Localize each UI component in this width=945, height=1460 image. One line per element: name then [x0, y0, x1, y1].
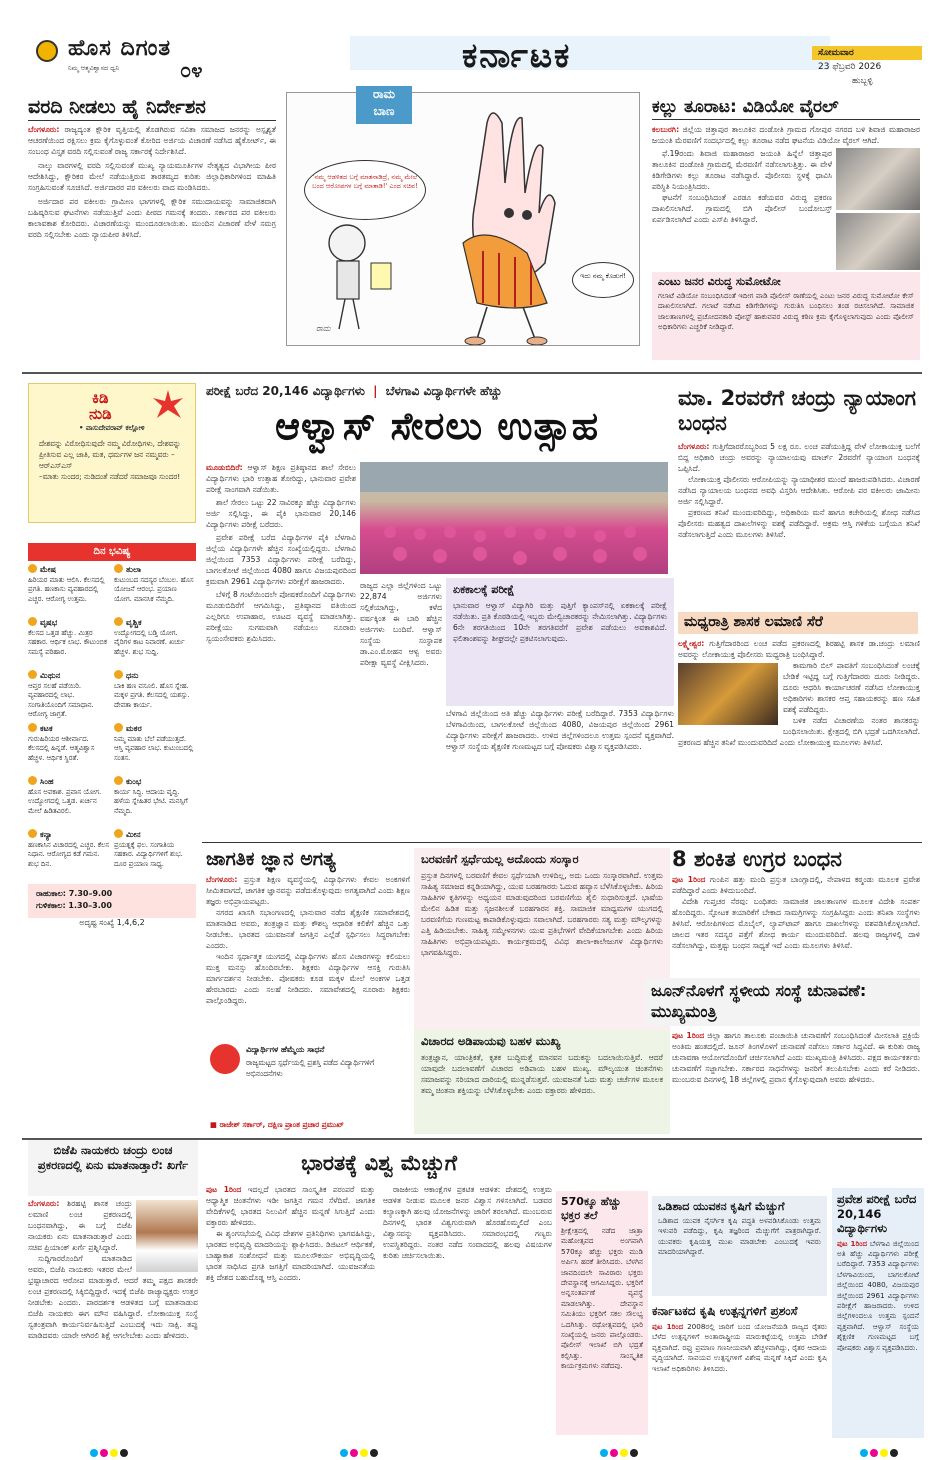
sign-text: ಬಾಕಿ ಹಣ ವಸೂಲಿ. ಹೊಸ ಸ್ನೇಹ. ಮಕ್ಕಳ ಪ್ರಗತಿ. ಕೆಲಸದಲ್ಲಿ ಯಶಸ್ಸು. ದೇವತಾ ಕಾರ್ಯ.: [114, 681, 190, 709]
body-paragraph: ಪುಟ 1ರಿಂದ ಜಿಲ್ಲಾ ಹಾಗೂ ತಾಲೂಕು ಪಂಚಾಯಿತಿ ಚುನಾವಣೆಗೆ ಸಂಬಂಧಿಸಿದಂತೆ ಮೀಸಲಾತಿ ಪ್ರಕ್ರಿಯೆ ಅಂತಿಮ ಹಂತದಲ್ಲಿದೆ. ಜೂನ್ ತಿಂಗಳೊಳಗೆ ಚುನಾವಣೆ ನಡೆಸಲು ಸರ್ಕಾರ ಸಿದ್ಧವಿದೆ. ಈ ಕುರಿತು ರಾಜ್ಯ ಚುನಾವಣಾ ಆಯೋಗದೊಂದಿಗೆ ಚರ್ಚಿಸಲಾಗಿದೆ ಎಂದು ಮುಖ್ಯಮಂತ್ರಿ ತಿಳಿಸಿದರು. ಪಕ್ಷದ ಕಾರ್ಯಕರ್ತರು ಚುನಾವಣೆಗೆ ಸಜ್ಜಾಗಬೇಕು. ಸರ್ಕಾರದ ಸಾಧನೆಗಳನ್ನು ಜನರಿಗೆ ತಲುಪಿಸಬೇಕು ಎಂದು ಕರೆ ನೀಡಿದರು. ಮುಂಬರುವ ದಿನಗಳಲ್ಲಿ 18 ಜಿಲ್ಲೆಗಳಲ್ಲಿ ಪ್ರವಾಸ ಕೈಗೊಳ್ಳುವುದಾಗಿ ಅವರು ಹೇಳಿದರು.: [672, 1031, 920, 1084]
body-paragraph: ಲೋಕಾಯುಕ್ತ ಪೊಲೀಸರು ಆರೋಪಿಯನ್ನು ನ್ಯಾಯಾಧೀಶರ ಮುಂದೆ ಹಾಜರುಪಡಿಸಿದರು. ವಿಚಾರಣೆ ನಡೆಸಿದ ನ್ಯಾಯಾಲಯ ಬಂಧನದ ಅವಧಿ ವಿಸ್ತರಿಸಿ ಆದೇಶಿಸಿತು. ಆರೋಪಿ ಪರ ವಕೀಲರು ಜಾಮೀನು ಅರ್ಜಿ ಸಲ್ಲಿಸಿದ್ದಾರೆ.: [678, 475, 920, 506]
exam-hall-image: [360, 462, 668, 574]
box-title: ಒಡಿಶಾದ ಯುವಕನ ಕೃಷಿಗೆ ಮೆಚ್ಚುಗೆ: [658, 1200, 785, 1213]
zodiac-icon: [114, 670, 123, 679]
kidi-text: ದೇಶವನ್ನು ವಿರೋಧಿಸುವುದೇ ನಮ್ಮ ವಿರೋಧಿಗಳು, ದೇಶವನ್ನು ಪ್ರೀತಿಸುವ ಎಲ್ಲ ಜಾತಿ, ಮತ, ಧರ್ಮಗಳ ಜನ ನಮ್ಮವರು – ಆರ್‌ಎಸ್‌ಎಸ್ –ಮಾತು ಸುಂದರ; ನುಡಿದಂತೆ ನಡೆದರೆ ಸಮಾಜವೂ ಸುಂದರ!: [39, 439, 181, 481]
headline: ಕರ್ನಾಟಕದ ಕೃಷಿ ಉತ್ಪನ್ನಗಳಿಗೆ ಪ್ರಶಂಸೆ: [652, 1304, 798, 1318]
body-paragraph: ರಾಜಕೀಯ ಆಕಾಂಕ್ಷೆಗಳ ಪ್ರಕಟಿತ ಆಡಳಿತ: ದೇಶದಲ್ಲಿ ಉತ್ತಮ ಆಡಳಿತ ನೀಡುವ ಮೂಲಕ ಜನರ ವಿಶ್ವಾಸ ಗಳಿಸಲಾಗಿದೆ. ಬಡವರ ಕಲ್ಯಾಣಕ್ಕಾಗಿ ಹಲವು ಯೋಜನೆಗಳನ್ನು ಜಾರಿಗೆ ತರಲಾಗಿದೆ. ಮುಂಬರುವ ದಿನಗಳಲ್ಲಿ ಭಾರತ ವಿಶ್ವಗುರುವಾಗಿ ಹೊರಹೊಮ್ಮಲಿದೆ ಎಂಬ ವಿಶ್ವಾಸವನ್ನು ವ್ಯಕ್ತಪಡಿಸಿದರು. ಸಮಾರಂಭದಲ್ಲಿ ಗಣ್ಯರು ಉಪಸ್ಥಿತರಿದ್ದರು. ನಂತರ ನಡೆದ ಸಂವಾದದಲ್ಲಿ ಹಲವು ವಿಷಯಗಳ ಕುರಿತು ಚರ್ಚಿಸಲಾಯಿತು.: [383, 1185, 552, 1260]
horoscope-sign: [28, 723, 110, 775]
dateline: ಕಲಬುರಗಿ:: [652, 125, 680, 134]
sign-name: ಕಟಕ: [40, 723, 53, 733]
ad-line: ವಿದ್ಯಾರ್ಥಿಗಳ ಹೆಮ್ಮೆಯ ಸಾಧನೆ: [246, 1045, 325, 1054]
article-chandru: [678, 386, 920, 608]
sign-name: ಕನ್ಯಾ: [40, 829, 53, 839]
sign-name: ಸಿಂಹ: [40, 776, 54, 786]
horoscope-sign: [28, 829, 110, 881]
dateline: ಬೆಂಗಳೂರು:: [206, 875, 238, 884]
politician-photo: [136, 1200, 198, 1272]
box-barava: [414, 848, 670, 1030]
body-paragraph: ಪುಟ 1ರಿಂದ ಇದಲ್ಲದೆ ಭಾರತದ ಸಾಂಸ್ಕೃತಿಕ ಪರಂಪರೆ ಮತ್ತು ಆಧ್ಯಾತ್ಮಿಕ ಚಿಂತನೆಗಳು ಇಡೀ ಜಗತ್ತಿನ ಗಮನ ಸೆಳೆದಿವೆ. ಜಾಗತಿಕ ವೇದಿಕೆಗಳಲ್ಲಿ ಭಾರತದ ನಿಲುವಿಗೆ ಹೆಚ್ಚಿನ ಮನ್ನಣೆ ಸಿಗುತ್ತಿದೆ ಎಂದು ವಕ್ತಾರರು ಹೇಳಿದರು.: [206, 1185, 375, 1227]
box-text: ಒಡಿಶಾದ ಯುವಕ ನೈಸರ್ಗಿಕ ಕೃಷಿ ಪದ್ಧತಿ ಅಳವಡಿಸಿಕೊಂಡು ಉತ್ತಮ ಇಳುವರಿ ಪಡೆದಿದ್ದು, ಕೃಷಿ ತಜ್ಞರಿಂದ ಮೆಚ್ಚುಗೆಗೆ ಪಾತ್ರರಾಗಿದ್ದಾರೆ. ಯುವಕರು ಕೃಷಿಯತ್ತ ಮುಖ ಮಾಡಬೇಕು ಎಂಬುದಕ್ಕೆ ಇವರು ಮಾದರಿಯಾಗಿದ್ದಾರೆ.: [658, 1216, 821, 1257]
box-ekakala: [446, 578, 674, 706]
alvas-kicker: ಪರೀಕ್ಷೆ ಬರೆದ 20,146 ವಿದ್ಯಾರ್ಥಿಗಳು | ಬೆಳಗಾವಿ ವಿದ್ಯಾರ್ಥಿಗಳೇ ಹೆಚ್ಚು: [206, 384, 503, 398]
logo-emblem-icon: [36, 40, 58, 62]
body-paragraph: ಬೆಂಗಳೂರು: ರಾಜ್ಯದ್ಯಂತ ಕ್ಷೌರಿಕ ವೃತ್ತಿಯಲ್ಲಿ ತೊಡಗಿರುವ ಸವಿತಾ ಸಮಾಜದ ಜನರನ್ನು ಅಸ್ಪೃಶ್ಯತೆ ಆಚರಣೆಯಿಂದ ರಕ್ಷಿಸಲು ಕ್ರಮ ಕೈಗೊಳ್ಳುವಂತೆ ಕೋರಿದ ಅರ್ಜಿಯ ವಿಚಾರಣೆ ನಡೆಸಿದ ಹೈಕೋರ್ಟ್, ಈ ಸಂಬಂಧ ವಿಸ್ತೃತ ವರದಿ ಸಲ್ಲಿಸುವಂತೆ ರಾಜ್ಯ ಸರ್ಕಾರಕ್ಕೆ ನಿರ್ದೇಶಿಸಿದೆ.: [28, 125, 276, 156]
lucky-numbers: ಅದೃಷ್ಟ ಸಂಖ್ಯೆ 1,4,6,2: [79, 918, 145, 927]
kidi-nudi-box: [28, 383, 196, 523]
article-krushi: [652, 1304, 827, 1438]
sign-name: ತುಲಾ: [126, 564, 142, 574]
dateline: ಬೆಂಗಳೂರು:: [678, 442, 710, 451]
box-text: ಶ್ರೀಕ್ಷೇತ್ರದಲ್ಲಿ ನಡೆದ ಜಾತ್ರಾ ಮಹೋತ್ಸವದ ಅಂಗವಾಗಿ 570ಕ್ಕೂ ಹೆಚ್ಚು ಭಕ್ತರು ಮುಡಿ ಅರ್ಪಿಸಿ ಹರಕೆ ತೀರಿಸಿದರು. ಬೆಳಗಿನ ಜಾವದಿಂದಲೇ ಸಾವಿರಾರು ಭಕ್ತರು ದೇವಸ್ಥಾನಕ್ಕೆ ಆಗಮಿಸಿದ್ದರು. ಭಕ್ತರಿಗೆ ಅನ್ನಸಂತರ್ಪಣೆ ವ್ಯವಸ್ಥೆ ಮಾಡಲಾಗಿತ್ತು. ದೇವಸ್ಥಾನ ಸಮಿತಿಯು ಭಕ್ತರಿಗೆ ಸಕಲ ಸೌಲಭ್ಯ ಒದಗಿಸಿತ್ತು. ರಥೋತ್ಸವದಲ್ಲಿ ಭಾರಿ ಸಂಖ್ಯೆಯಲ್ಲಿ ಜನರು ಪಾಲ್ಗೊಂಡರು. ಪೊಲೀಸ್ ಇಲಾಖೆ ಬಿಗಿ ಭದ್ರತೆ ಕಲ್ಪಿಸಿತ್ತು. ಸಾಂಸ್ಕೃತಿಕ ಕಾರ್ಯಕ್ರಮಗಳು ನಡೆದವು.: [561, 1226, 643, 1371]
kidi-nudi-title: ಕಿಡಿ ನುಡಿ: [89, 389, 112, 423]
speech-bubble: ಇದು ನಮ್ಮ ಕೊಡುಗೆ!: [572, 262, 634, 298]
body-paragraph: ಮೂಡುಬಿದಿರೆ: ಆಳ್ವಾಸ್ ಶಿಕ್ಷಣ ಪ್ರತಿಷ್ಠಾನದ ಶಾಲೆ ಸೇರಲು ವಿದ್ಯಾರ್ಥಿಗಳು ಭಾರಿ ಉತ್ಸಾಹ ತೋರಿದ್ದು, ಭಾನುವಾರ ಪ್ರವೇಶ ಪರೀಕ್ಷೆ ಸಾಂಗವಾಗಿ ನಡೆಯಿತು.: [206, 463, 356, 494]
body-paragraph: ಪುಟ 1ರಿಂದ ಗುಂಪಿನ ಹತ್ತು ಮಂದಿ ಪ್ರಸ್ತುತ ಬಾಂಗ್ಲಾದಲ್ಲಿ, ನೇಪಾಳದ ಕಠ್ಮಂಡು ಮೂಲಕ ಪ್ರವೇಶ ಪಡೆದಿದ್ದಾರೆ ಎಂದು ತಿಳಿದುಬಂದಿದೆ.: [672, 875, 920, 895]
article-kallu: [652, 96, 920, 270]
article-suomoto: [652, 272, 920, 360]
section-band: [350, 36, 830, 70]
body-paragraph: ಸುದ್ದಿಗಾರರೊಂದಿಗೆ ಮಾತನಾಡಿದ ಅವರು, ಬಿಜೆಪಿ ನಾಯಕರು ಇತರರ ಮೇಲೆ ಭ್ರಷ್ಟಾಚಾರದ ಆರೋಪ ಮಾಡುತ್ತಾರೆ. ಆದರೆ ತಮ್ಮ ಪಕ್ಷದ ಶಾಸಕರೇ ಲಂಚ ಪ್ರಕರಣದಲ್ಲಿ ಸಿಕ್ಕಿಬಿದ್ದಿದ್ದಾರೆ. ಇದಕ್ಕೆ ಬಿಜೆಪಿ ರಾಜ್ಯಾಧ್ಯಕ್ಷರು ಉತ್ತರ ನೀಡಬೇಕು ಎಂದರು. ಪಾರದರ್ಶಕ ಆಡಳಿತದ ಬಗ್ಗೆ ಮಾತನಾಡುವ ಬಿಜೆಪಿ ನಾಯಕರು ಈಗ ಮೌನ ವಹಿಸಿದ್ದಾರೆ. ಲೋಕಾಯುಕ್ತ ಸಂಸ್ಥೆ ಸ್ವತಂತ್ರವಾಗಿ ಕಾರ್ಯನಿರ್ವಹಿಸುತ್ತಿದೆ ಎಂಬುದಕ್ಕೆ ಇದು ಸಾಕ್ಷಿ. ತಪ್ಪು ಮಾಡಿದವರು ಯಾರೇ ಆಗಿರಲಿ ಶಿಕ್ಷೆ ಆಗಲೇಬೇಕು ಎಂದು ಹೇಳಿದರು.: [28, 1254, 198, 1340]
box-text: ತಂತ್ರಜ್ಞಾನ, ಯಾಂತ್ರಿಕತೆ, ಕೃತಕ ಬುದ್ಧಿಮತ್ತೆ ಮಾನವನ ಬದುಕನ್ನು ಬದಲಾಯಿಸುತ್ತಿವೆ. ಆದರೆ ಯಾವುದೇ ಬದಲಾವಣೆಗೆ ವಿಚಾರದ ಅಡಿಪಾಯ ಬಹಳ ಮುಖ್ಯ. ಮೌಲ್ಯಯುತ ಚಿಂತನೆಗಳು ಸಮಾಜವನ್ನು ಸರಿಯಾದ ದಾರಿಯಲ್ಲಿ ಮುನ್ನಡೆಸುತ್ತವೆ. ಯುವಜನತೆ ಓದು ಮತ್ತು ಚರ್ಚೆಗಳ ಮೂಲಕ ತಮ್ಮ ಚಿಂತನಾ ಶಕ್ತಿಯನ್ನು ಬೆಳೆಸಿಕೊಳ್ಳಬೇಕು ಎಂದು ವಕ್ತಾರರು ಹೇಳಿದರು.: [421, 1053, 663, 1095]
horoscope-sign: [28, 617, 110, 669]
spark-icon: [151, 390, 185, 420]
ad-credit: ■ ರಾಜೇಶ್ ಸರ್ಕಾರ್, ದಕ್ಷಿಣ ಪ್ರಾಂತ ಪ್ರಚಾರ ಪ್ರಮುಖ್: [210, 1120, 344, 1129]
ad-logo-icon: [210, 1044, 240, 1074]
body-paragraph: ಬೆಂಗಳೂರು: ಪ್ರಸ್ತುತ ಶಿಕ್ಷಣ ವ್ಯವಸ್ಥೆಯಲ್ಲಿ ವಿದ್ಯಾರ್ಥಿಗಳು ಕೇವಲ ಅಂಕಗಳಿಗೆ ಸೀಮಿತವಾಗದೆ, ಜಾಗತಿಕ ಜ್ಞಾನವನ್ನು ಪಡೆದುಕೊಳ್ಳುವುದು ಅಗತ್ಯವಾಗಿದೆ ಎಂದು ಶಿಕ್ಷಣ ತಜ್ಞರು ಅಭಿಪ್ರಾಯಪಟ್ಟರು.: [206, 875, 410, 906]
sign-text: ಹೊಸ ಅವಕಾಶ. ಪ್ರವಾಸ ಯೋಗ. ಉದ್ಯೋಗದಲ್ಲಿ ಒತ್ತಡ. ಖರ್ಚಿನ ಮೇಲೆ ಹಿಡಿತವಿರಲಿ.: [28, 787, 102, 815]
ad-line: ರಾಜ್ಯಮಟ್ಟದ ಸ್ಪರ್ಧೆಯಲ್ಲಿ ಪ್ರಶಸ್ತಿ ಪಡೆದ ವಿದ್ಯಾರ್ಥಿಗಳಿಗೆ ಅಭಿನಂದನೆಗಳು: [246, 1058, 375, 1078]
paper-name: ಹೊಸ ದಿಗಂತ: [68, 36, 172, 61]
headline: ವರದಿ ನೀಡಲು ಹೈ ನಿರ್ದೇಶನ: [28, 96, 206, 118]
article-alvas-cont2: [446, 708, 674, 836]
horoscope-sign: [114, 670, 196, 722]
headline: ಮಾ. 2ರವರೆಗೆ ಚಂದ್ರು ನ್ಯಾಯಾಂಗ ಬಂಧನ: [678, 386, 917, 435]
dateline: ಪುಟ 1ರಿಂದ: [652, 1322, 684, 1331]
box-title: 570ಕ್ಕೂ ಹೆಚ್ಚು ಭಕ್ತರ ತಲೆ: [561, 1195, 621, 1222]
article-june-head: [645, 978, 920, 1026]
box-shraddha: [556, 1191, 648, 1435]
body-paragraph: ಬೆಳಿಗ್ಗೆ 8 ಗಂಟೆಯಿಂದಲೇ ಪೋಷಕರೊಂದಿಗೆ ವಿದ್ಯಾರ್ಥಿಗಳು ಮೂಡುಬಿದಿರೆಗೆ ಆಗಮಿಸಿದ್ದು, ಪ್ರತಿಷ್ಠಾನದ ವತಿಯಿಂದ ಎಲ್ಲರಿಗೂ ಉಪಾಹಾರ, ಊಟದ ವ್ಯವಸ್ಥೆ ಮಾಡಲಾಗಿತ್ತು. ಪರೀಕ್ಷೆಯು ಸುಗಮವಾಗಿ ನಡೆಯಲು ನೂರಾರು ಸ್ವಯಂಸೇವಕರು ಶ್ರಮಿಸಿದರು.: [206, 590, 356, 643]
headline: 8 ಶಂಕಿತ ಉಗ್ರರ ಬಂಧನ: [672, 848, 842, 871]
zodiac-icon: [28, 670, 37, 679]
sign-name: ಮಕರ: [126, 723, 142, 733]
sign-name: ಕುಂಭ: [126, 776, 142, 786]
dateline: ಪುಟ 1ರಿಂದ: [206, 1185, 242, 1194]
day-label: ಸೋಮವಾರ: [812, 46, 922, 60]
box-pravesha: [832, 1188, 924, 1438]
sign-name: ಮಿಥುನ: [40, 670, 61, 680]
box-text: ಭಾನುವಾರ ಆಳ್ವಾಸ್ ವಿದ್ಯಾಗಿರಿ ಮತ್ತು ಪುತ್ತಿಗೆ ಕ್ಯಾಂಪಸ್‌ನಲ್ಲಿ ಏಕಕಾಲಕ್ಕೆ ಪರೀಕ್ಷೆ ನಡೆಯಿತು. ಪ್ರತಿ ಕೊಠಡಿಯಲ್ಲಿ ಇಬ್ಬರು ಮೇಲ್ವಿಚಾರಕರನ್ನು ನೇಮಿಸಲಾಗಿತ್ತು. ವಿದ್ಯಾರ್ಥಿಗಳು 6ನೇ ತರಗತಿಯಿಂದ 10ನೇ ತರಗತಿವರೆಗೆ ಪ್ರವೇಶ ಪಡೆಯಲು ಅವಕಾಶವಿದೆ. ಫಲಿತಾಂಶವನ್ನು ಶೀಘ್ರದಲ್ಲೇ ಪ್ರಕಟಿಸಲಾಗುವುದು.: [453, 601, 667, 643]
box-vichara: [414, 1030, 670, 1134]
zodiac-icon: [114, 829, 123, 838]
issue-date: 23 ಫೆಬ್ರವರಿ 2026: [818, 62, 882, 72]
rahu-kala: ರಾಹುಕಾಲ: 7.30–9.00 ಗುಳಿಕಕಾಲ: 1.30–3.00: [28, 884, 196, 918]
body-paragraph: ಪ್ರಕರಣದ ತನಿಖೆ ಮುಂದುವರಿದಿದ್ದು, ಅಧಿಕಾರಿಯ ಮನೆ ಹಾಗೂ ಕಚೇರಿಯಲ್ಲಿ ಶೋಧ ನಡೆಸಿದ ಪೊಲೀಸರು ಮಹತ್ವದ ದಾಖಲೆಗಳನ್ನು ವಶಕ್ಕೆ ಪಡೆದಿದ್ದಾರೆ. ಅಕ್ರಮ ಆಸ್ತಿ ಗಳಿಕೆಯ ಬಗ್ಗೆಯೂ ತನಿಖೆ ನಡೆಸಲಾಗುತ್ತಿದೆ ಎಂದು ಮೂಲಗಳು ತಿಳಿಸಿವೆ.: [678, 508, 920, 539]
body-paragraph: ರಾಜ್ಯದ ಎಲ್ಲಾ ಜಿಲ್ಲೆಗಳಿಂದ ಒಟ್ಟು 22,874 ಅರ್ಜಿಗಳು ಸಲ್ಲಿಕೆಯಾಗಿದ್ದು, ಕಳೆದ ವರ್ಷಕ್ಕಿಂತ ಈ ಬಾರಿ ಹೆಚ್ಚಿನ ಅರ್ಜಿಗಳು ಬಂದಿವೆ. ಆಳ್ವಾಸ್ ಸಂಸ್ಥೆಯ ಸಂಸ್ಥಾಪಕ ಡಾ.ಎಂ.ಮೋಹನ ಆಳ್ವ ಅವರು ಪರೀಕ್ಷಾ ವ್ಯವಸ್ಥೆ ವೀಕ್ಷಿಸಿದರು.: [360, 581, 442, 667]
sign-name: ವೃಶ್ಚಿಕ: [126, 617, 142, 627]
article-bjp-head: [28, 1140, 198, 1196]
horoscope-sign: [28, 670, 110, 722]
article-bharata: [206, 1152, 552, 1438]
body-paragraph: ಘಟನೆಗೆ ಸಂಬಂಧಿಸಿದಂತೆ ಎರಡೂ ಕಡೆಯವರ ವಿರುದ್ಧ ಪ್ರಕರಣ ದಾಖಲಿಸಲಾಗಿದೆ. ಗ್ರಾಮದಲ್ಲಿ ಬಿಗಿ ಪೊಲೀಸ್ ಬಂದೋಬಸ್ತ್ ಏರ್ಪಡಿಸಲಾಗಿದೆ ಎಂದು ಎಸ್‌ಪಿ ತಿಳಿಸಿದ್ದಾರೆ.: [652, 193, 832, 224]
article-june: [672, 1030, 920, 1134]
body-paragraph: ಕಾಮಗಾರಿ ಬಿಲ್ ಪಾವತಿಗೆ ಸಂಬಂಧಿಸಿದಂತೆ ಲಂಚಕ್ಕೆ ಬೇಡಿಕೆ ಇಟ್ಟಿದ್ದ ಬಗ್ಗೆ ಗುತ್ತಿಗೆದಾರರು ದೂರು ನೀಡಿದ್ದರು. ದೂರು ಆಧರಿಸಿ ಕಾರ್ಯಾಚರಣೆ ನಡೆಸಿದ ಲೋಕಾಯುಕ್ತ ಅಧಿಕಾರಿಗಳು ಶಾಸಕರ ಆಪ್ತ ಸಹಾಯಕರನ್ನು ಹಣ ಸಹಿತ ವಶಕ್ಕೆ ಪಡೆದಿದ್ದರು.: [783, 661, 920, 714]
box-text: ಪುಟ 1ರಿಂದ ಬೆಳಗಾವಿ ಜಿಲ್ಲೆಯಿಂದ ಅತಿ ಹೆಚ್ಚು ವಿದ್ಯಾರ್ಥಿಗಳು ಪರೀಕ್ಷೆ ಬರೆದಿದ್ದಾರೆ. 7353 ವಿದ್ಯಾರ್ಥಿಗಳು ಬೆಳಗಾವಿಯಿಂದ, ಬಾಗಲಕೋಟೆ ಜಿಲ್ಲೆಯಿಂದ 4080, ವಿಜಯಪುರ ಜಿಲ್ಲೆಯಿಂದ 2961 ವಿದ್ಯಾರ್ಥಿಗಳು ಪರೀಕ್ಷೆಗೆ ಹಾಜರಾದರು. ಉಳಿದ ಜಿಲ್ಲೆಗಳಿಂದಲೂ ಉತ್ತಮ ಸ್ಪಂದನೆ ವ್ಯಕ್ತವಾಗಿದೆ. ಆಳ್ವಾಸ್ ಸಂಸ್ಥೆಯ ಶೈಕ್ಷಣಿಕ ಗುಣಮಟ್ಟದ ಬಗ್ಗೆ ಪೋಷಕರು ವಿಶ್ವಾಸ ವ್ಯಕ್ತಪಡಿಸಿದರು.: [837, 1238, 919, 1352]
box-text: ಪ್ರಸ್ತುತ ದಿನಗಳಲ್ಲಿ ಬರವಣಿಗೆ ಕೇವಲ ಸ್ಪರ್ಧೆಯಾಗಿ ಉಳಿದಿಲ್ಲ, ಅದು ಒಂದು ಸಂಸ್ಕಾರವಾಗಿದೆ. ಉತ್ತಮ ಸಾಹಿತ್ಯ ಸಮಾಜದ ಕನ್ನಡಿಯಾಗಿದ್ದು, ಯುವ ಬರಹಗಾರರು ಓದುವ ಹವ್ಯಾಸ ಬೆಳೆಸಿಕೊಳ್ಳಬೇಕು. ಹಿರಿಯ ಸಾಹಿತಿಗಳ ಕೃತಿಗಳನ್ನು ಅಧ್ಯಯನ ಮಾಡುವುದರಿಂದ ಬರವಣಿಗೆಯ ಶೈಲಿ ಸುಧಾರಿಸುತ್ತದೆ. ಭಾಷೆಯ ಮೇಲಿನ ಹಿಡಿತ ಮತ್ತು ಸೃಜನಶೀಲತೆ ಬರಹಗಾರನ ಶಕ್ತಿ. ಸಾಮಾಜಿಕ ಮಾಧ್ಯಮಗಳ ಯುಗದಲ್ಲಿ ಬರವಣಿಗೆಯ ಗುಣಮಟ್ಟ ಕಾಪಾಡಿಕೊಳ್ಳುವುದು ಸವಾಲಾಗಿದೆ. ಬರಹಗಾರರು ಸತ್ಯ ಮತ್ತು ಮೌಲ್ಯಗಳನ್ನು ಎತ್ತಿ ಹಿಡಿಯಬೇಕು. ಸಾಹಿತ್ಯ ಸಮ್ಮೇಳನಗಳು ಯುವ ಪ್ರತಿಭೆಗಳಿಗೆ ವೇದಿಕೆಯಾಗಬೇಕು ಎಂದು ಹಿರಿಯ ಸಾಹಿತಿಗಳು ಅಭಿಪ್ರಾಯಪಟ್ಟರು. ಕಾರ್ಯಕ್ರಮದಲ್ಲಿ ವಿವಿಧ ಶಾಲಾ-ಕಾಲೇಜುಗಳ ವಿದ್ಯಾರ್ಥಿಗಳು ಭಾಗವಹಿಸಿದ್ದರು.: [421, 871, 663, 957]
masthead: [0, 0, 945, 88]
print-registration-marks: [90, 1442, 130, 1450]
alvas-headline: ಆಳ್ವಾಸ್ ಸೇರಲು ಉತ್ಸಾಹ: [274, 404, 600, 448]
box-title: ವಿಚಾರದ ಅಡಿಪಾಯವು ಬಹಳ ಮುಖ್ಯ: [421, 1034, 561, 1048]
edition-place: ಹುಬ್ಬಳ್ಳಿ: [852, 76, 873, 86]
horoscope-sign: [114, 564, 196, 616]
dateline: ಪುಟ 1ರಿಂದ: [672, 1031, 705, 1040]
speech-bubble: 'ನಮ್ಮ ಆಡಳಿತದ ಬಗ್ಗೆ ಮಾತನಾಡಿದ್ರೆ, ನಮ್ಮ ಮೇಲೆ ಬಂದ ಆರೋಪಗಳ ಬಗ್ಗೆ ಮಾತಾಡಿ!' ಎಂದ ಸಚಿವ!: [304, 160, 426, 220]
page-number: ೦೪: [180, 58, 203, 82]
box-odisha: [652, 1196, 827, 1296]
headline: ಕಲ್ಲು ತೂರಾಟ: ವಿಡಿಯೋ ವೈರಲ್: [652, 97, 839, 117]
sign-text: ಆಪ್ತರ ಸಲಹೆ ಪಡೆಯಿರಿ. ವ್ಯವಹಾರದಲ್ಲಿ ಲಾಭ. ಸಂಗಾತಿಯೊಂದಿಗೆ ಸಮಾಧಾನ. ಆರೋಗ್ಯ ಜಾಗ್ರತೆ.: [28, 681, 94, 719]
article-alvas: [206, 462, 356, 838]
zodiac-icon: [28, 723, 37, 732]
body-paragraph: ಬೆಂಗಳೂರು: ಗುತ್ತಿಗೆದಾರರೊಬ್ಬರಿಂದ 5 ಲಕ್ಷ ರೂ. ಲಂಚ ಪಡೆಯುತ್ತಿದ್ದ ವೇಳೆ ಲೋಕಾಯುಕ್ತ ಬಲೆಗೆ ಬಿದ್ದ ಅಧಿಕಾರಿ ಚಂದ್ರು ಅವರನ್ನು ನ್ಯಾಯಾಲಯವು ಮಾರ್ಚ್ 2ರವರೆಗೆ ನ್ಯಾಯಾಂಗ ಬಂಧನಕ್ಕೆ ಒಪ್ಪಿಸಿದೆ.: [678, 442, 920, 473]
cartoon-label: ರಾಮ ಬಾಣ: [356, 86, 412, 124]
article-alvas-cont: [360, 580, 442, 836]
horoscope-sign: [114, 829, 196, 881]
horoscope-sign: [28, 776, 110, 828]
print-registration-marks: [340, 1442, 380, 1450]
sign-text: ಹಿರಿಯರ ಮಾತು ಆಲಿಸಿ. ಕೆಲಸದಲ್ಲಿ ಪ್ರಗತಿ. ಹಣಕಾಸು ವ್ಯವಹಾರದಲ್ಲಿ ಎಚ್ಚರ. ಆರೋಗ್ಯ ಉತ್ತಮ.: [28, 575, 105, 603]
body-paragraph: ಗಲಾಟೆ ವಿಡಿಯೋ ಸಂಬಂಧಿಸಿದಂತೆ ಇದೀಗ ವಾಡಿ ಪೊಲೀಸ್ ಠಾಣೆಯಲ್ಲಿ ಎಂಟು ಜನರ ವಿರುದ್ಧ ಸುಮೋಟೋ ಕೇಸ್ ದಾಖಲಿಸಲಾಗಿದೆ. ಗಲಾಟೆ ನಡೆಸಿದ ಕಿಡಿಗೇಡಿಗಳನ್ನು ಗುರುತಿಸಿ ಬಂಧಿಸಲು ತಂಡ ರಚಿಸಲಾಗಿದೆ. ಸಾಮಾಜಿಕ ಜಾಲತಾಣಗಳಲ್ಲಿ ಪ್ರಚೋದನಕಾರಿ ಪೋಸ್ಟ್ ಹಾಕುವವರ ವಿರುದ್ಧ ಕಠಿಣ ಕ್ರಮ ಕೈಗೊಳ್ಳಲಾಗುವುದು ಎಂದು ಪೊಲೀಸ್ ಅಧಿಕಾರಿಗಳು ಎಚ್ಚರಿಕೆ ನೀಡಿದ್ದಾರೆ.: [658, 291, 914, 332]
cartoonist-signature: ರಾಮ: [316, 324, 331, 333]
zodiac-icon: [28, 776, 37, 785]
news-photo: [836, 148, 920, 210]
body-paragraph: ಇಂದಿನ ಸ್ಪರ್ಧಾತ್ಮಕ ಯುಗದಲ್ಲಿ ವಿದ್ಯಾರ್ಥಿಗಳು ಹೊಸ ವಿಚಾರಗಳನ್ನು ಕಲಿಯಲು ಮುಕ್ತ ಮನಸ್ಸು ಹೊಂದಿರಬೇಕು. ಶಿಕ್ಷಕರು ವಿದ್ಯಾರ್ಥಿಗಳ ಆಸಕ್ತಿ ಗುರುತಿಸಿ ಮಾರ್ಗದರ್ಶನ ನೀಡಬೇಕು. ಪೋಷಕರು ಕೂಡ ಮಕ್ಕಳ ಮೇಲೆ ಅಂಕಗಳ ಒತ್ತಡ ಹೇರಬಾರದು ಎಂದು ಸಲಹೆ ನೀಡಿದರು. ಸಮಾವೇಶದಲ್ಲಿ ನೂರಾರು ಶಿಕ್ಷಕರು ಪಾಲ್ಗೊಂಡಿದ್ದರು.: [206, 952, 410, 1005]
horoscope-heading: ದಿನ ಭವಿಷ್ಯ: [28, 543, 196, 561]
box-title: ಬರವಣಿಗೆ ಸ್ಪರ್ಧೆಯಲ್ಲ ಅದೊಂದು ಸಂಸ್ಕಾರ: [421, 852, 579, 866]
sign-text: ಉದ್ಯೋಗದಲ್ಲಿ ಬಡ್ತಿ ಯೋಗ. ವೈರಿಗಳ ಕಾಟ ನಿವಾರಣೆ. ಖರ್ಚು ಹೆಚ್ಚಳ. ಶುಭ ಸುದ್ದಿ.: [114, 628, 185, 656]
dateline: ಪುಟ 1ರಿಂದ: [837, 1238, 868, 1248]
headline: ಜೂನ್‌ನೊಳಗೆ ಸ್ಥಳೀಯ ಸಂಸ್ಥೆ ಚುನಾವಣೆ: ಮುಖ್ಯಮಂತ್ರಿ: [651, 981, 867, 1021]
dateline: ಲಕ್ಷ್ಮೇಶ್ವರ:: [678, 639, 705, 648]
dateline: ಪುಟ 1ರಿಂದ: [672, 875, 706, 884]
body-paragraph: ಶಾಲೆ ಸೇರಲು ಒಟ್ಟು 22 ಸಾವಿರಕ್ಕೂ ಹೆಚ್ಚು ವಿದ್ಯಾರ್ಥಿಗಳು ಅರ್ಜಿ ಸಲ್ಲಿಸಿದ್ದು, ಈ ಪೈಕಿ ಭಾನುವಾರ 20,146 ವಿದ್ಯಾರ್ಥಿಗಳು ಪರೀಕ್ಷೆ ಬರೆದರು.: [206, 498, 356, 529]
body-paragraph: ಫೆ.19ರಂದು ಶಿವಾಜಿ ಮಹಾರಾಜರ ಜಯಂತಿ ಹಿನ್ನೆಲೆ ಚಿತ್ತಾಪುರ ತಾಲೂಕಿನ ದಂಡೋತಿ ಗ್ರಾಮದಲ್ಲಿ ಮೆರವಣಿಗೆ ನಡೆಸಲಾಗುತ್ತಿತ್ತು. ಈ ವೇಳೆ ಕಿಡಿಗೇಡಿಗಳು ಕಲ್ಲು ತೂರಾಟ ನಡೆಸಿದ್ದಾರೆ. ಪೊಲೀಸರು ಸ್ಥಳಕ್ಕೆ ಧಾವಿಸಿ ಪರಿಸ್ಥಿತಿ ನಿಯಂತ್ರಿಸಿದರು.: [652, 149, 832, 191]
article-ugra: [672, 848, 920, 976]
sign-name: ಮೀನ: [126, 829, 141, 839]
body-paragraph: ಲಕ್ಷ್ಮೇಶ್ವರ: ಗುತ್ತಿಗೆದಾರರಿಂದ ಲಂಚ ಪಡೆದ ಪ್ರಕರಣದಲ್ಲಿ ಶಿರಹಟ್ಟಿ ಶಾಸಕ ಡಾ.ಚಂದ್ರು ಲಮಾಣಿ ಅವರನ್ನು ಲೋಕಾಯುಕ್ತ ಪೊಲೀಸರು ಮಧ್ಯರಾತ್ರಿ ಬಂಧಿಸಿದ್ದಾರೆ.: [678, 639, 920, 659]
sign-text: ಹಣಕಾಸಿನ ವಿಚಾರದಲ್ಲಿ ಎಚ್ಚರ. ಕೆಲಸ ನಿಧಾನ. ಆರೋಗ್ಯದ ಕಡೆ ಗಮನ. ಶುಭ ದಿನ.: [28, 840, 110, 868]
body-paragraph: ನಗರದ ಖಾಸಗಿ ಸಭಾಂಗಣದಲ್ಲಿ ಭಾನುವಾರ ನಡೆದ ಶೈಕ್ಷಣಿಕ ಸಮಾವೇಶದಲ್ಲಿ ಮಾತನಾಡಿದ ಅವರು, ತಂತ್ರಜ್ಞಾನ ಮತ್ತು ಕೌಶಲ್ಯ ಆಧಾರಿತ ಕಲಿಕೆಗೆ ಹೆಚ್ಚಿನ ಒತ್ತು ನೀಡಬೇಕು. ಭಾರತದ ಯುವಜನತೆ ಜಗತ್ತಿನ ಎಲ್ಲೆಡೆ ಸ್ಪರ್ಧಿಸಲು ಸಿದ್ಧರಾಗಬೇಕು ಎಂದರು.: [206, 908, 410, 950]
print-registration-marks: [860, 1442, 900, 1450]
body-paragraph: ಬಳಿಕ ನಡೆದ ವಿಚಾರಣೆಯ ನಂತರ ಶಾಸಕರನ್ನು ಬಂಧಿಸಲಾಯಿತು. ಕ್ಷೇತ್ರದಲ್ಲಿ ಬಿಗಿ ಭದ್ರತೆ ಒದಗಿಸಲಾಗಿದೆ. ಪ್ರಕರಣದ ಹೆಚ್ಚಿನ ತನಿಖೆ ಮುಂದುವರಿದಿದೆ ಎಂದು ಲೋಕಾಯುಕ್ತ ಮೂಲಗಳು ತಿಳಿಸಿವೆ.: [678, 716, 920, 747]
cartoon-drawing: [287, 93, 640, 346]
body-paragraph: ನಾಲ್ಕು ವಾರಗಳಲ್ಲಿ ವರದಿ ಸಲ್ಲಿಸುವಂತೆ ಮುಖ್ಯ ನ್ಯಾಯಮೂರ್ತಿಗಳ ನೇತೃತ್ವದ ವಿಭಾಗೀಯ ಪೀಠ ಆದೇಶಿಸಿದ್ದು, ಕ್ಷೌರಿಕರ ಮೇಲೆ ನಡೆಯುತ್ತಿರುವ ತಾರತಮ್ಯದ ಕುರಿತು ಜಿಲ್ಲಾಧಿಕಾರಿಗಳಿಂದ ಮಾಹಿತಿ ಸಂಗ್ರಹಿಸುವಂತೆ ಸೂಚಿಸಿದೆ. ಅರ್ಜಿದಾರರ ಪರ ವಕೀಲರು ವಾದ ಮಂಡಿಸಿದರು.: [28, 161, 276, 192]
horoscope-sign: [28, 564, 110, 616]
article-madhura: [678, 638, 920, 836]
headline: ಬಿಜೆಪಿ ನಾಯಕರು ಚಂದ್ರು ಲಂಚ ಪ್ರಕರಣದಲ್ಲಿ ಏನು ಮಾತನಾಡ್ತಾರೆ: ಖರ್ಗೆ: [37, 1143, 189, 1172]
zodiac-icon: [28, 617, 37, 626]
print-registration-marks: [600, 1442, 640, 1450]
body-paragraph: ಕಲಬುರಗಿ: ಜಿಲ್ಲೆಯ ಚಿತ್ತಾಪುರ ತಾಲೂಕಿನ ದಂಡೋತಿ ಗ್ರಾಮದ ಗೋಪುರ ನಗರದ ಬಳಿ ಶಿವಾಜಿ ಮಹಾರಾಜರ ಜಯಂತಿ ಮೆರವಣಿಗೆ ಸಂದರ್ಭದಲ್ಲಿ ಕಲ್ಲು ತೂರಾಟ ನಡೆದ ಘಟನೆಯ ವಿಡಿಯೋ ವೈರಲ್ ಆಗಿದೆ.: [652, 125, 920, 145]
sign-name: ಮೇಷ: [40, 564, 57, 574]
zodiac-icon: [28, 829, 37, 838]
sign-name: ಧನು: [126, 670, 139, 680]
sign-text: ನಿಮ್ಮ ಮಾತು ಬೆಲೆ ಪಡೆಯುತ್ತದೆ. ಆಸ್ತಿ ವ್ಯವಹಾರ ಲಾಭ. ಕುಟುಂಬದಲ್ಲಿ ಸಂತಸ.: [114, 734, 194, 762]
body-paragraph: ಬೆಂಗಳೂರು: ಶಿರಹಟ್ಟಿ ಶಾಸಕ ಚಂದ್ರು ಲಮಾಣಿ ಲಂಚ ಪ್ರಕರಣದಲ್ಲಿ ಬಂಧನವಾಗಿದ್ದು, ಈ ಬಗ್ಗೆ ಬಿಜೆಪಿ ನಾಯಕರು ಏನು ಮಾತನಾಡುತ್ತಾರೆ ಎಂದು ಸಚಿವ ಪ್ರಿಯಾಂಕ್ ಖರ್ಗೆ ಪ್ರಶ್ನಿಸಿದ್ದಾರೆ.: [28, 1199, 132, 1252]
zodiac-icon: [28, 564, 37, 573]
article-varadi: [28, 96, 276, 366]
horoscope-grid: [28, 564, 196, 882]
sign-text: ಪ್ರಯತ್ನಕ್ಕೆ ಫಲ. ಸಂಗಾತಿಯ ಸಹಕಾರ. ವಿದ್ಯಾರ್ಥಿಗಳಿಗೆ ಶುಭ. ದೂರ ಪ್ರಯಾಣ ಸಾಧ್ಯ.: [114, 840, 183, 868]
body-paragraph: ಪ್ರವೇಶ ಪರೀಕ್ಷೆ ಬರೆದ ವಿದ್ಯಾರ್ಥಿಗಳ ಪೈಕಿ ಬೆಳಗಾವಿ ಜಿಲ್ಲೆಯ ವಿದ್ಯಾರ್ಥಿಗಳೇ ಹೆಚ್ಚಿನ ಸಂಖ್ಯೆಯಲ್ಲಿದ್ದರು. ಬೆಳಗಾವಿ ಜಿಲ್ಲೆಯಿಂದ 7353 ವಿದ್ಯಾರ್ಥಿಗಳು ಪರೀಕ್ಷೆ ಬರೆದಿದ್ದು, ಬಾಗಲಕೋಟೆ ಜಿಲ್ಲೆಯಿಂದ 4080 ಹಾಗೂ ವಿಜಯಪುರದಿಂದ ಕ್ರಮವಾಗಿ 2961 ವಿದ್ಯಾರ್ಥಿಗಳು ಪರೀಕ್ಷೆಗೆ ಹಾಜರಾದರು.: [206, 533, 356, 586]
headline: ಜಾಗತಿಕ ಜ್ಞಾನ ಅಗತ್ಯ: [206, 848, 336, 870]
zodiac-icon: [114, 723, 123, 732]
article-bjp: [28, 1198, 198, 1438]
body-paragraph: ವಿದೇಶಿ ಗುಪ್ತಚರ ನೆರವು: ಬಂಧಿತರು ಸಾಮಾಜಿಕ ಜಾಲತಾಣಗಳ ಮೂಲಕ ವಿದೇಶಿ ಸಂಪರ್ಕ ಹೊಂದಿದ್ದರು. ಸ್ಫೋಟಕ ತಯಾರಿಕೆಗೆ ಬೇಕಾದ ಸಾಮಗ್ರಿಗಳನ್ನು ಸಂಗ್ರಹಿಸಿದ್ದರು ಎಂದು ತನಿಖಾ ಸಂಸ್ಥೆಗಳು ತಿಳಿಸಿವೆ. ಆರೋಪಿಗಳಿಂದ ಮೊಬೈಲ್, ಲ್ಯಾಪ್‌ಟಾಪ್ ಹಾಗೂ ದಾಖಲೆಗಳನ್ನು ವಶಪಡಿಸಿಕೊಳ್ಳಲಾಗಿದೆ. ಜಾಲದ ಇತರ ಸದಸ್ಯರ ಪತ್ತೆಗೆ ಶೋಧ ಕಾರ್ಯ ಮುಂದುವರಿದಿದೆ. ಹಲವು ರಾಜ್ಯಗಳಲ್ಲಿ ದಾಳಿ ನಡೆಸಲಾಗಿದ್ದು, ಮತ್ತಷ್ಟು ಬಂಧನ ಸಾಧ್ಯತೆ ಇದೆ ಎಂದು ಮೂಲಗಳು ತಿಳಿಸಿವೆ.: [672, 897, 920, 950]
sign-text: ಕೆಲಸದ ಒತ್ತಡ ಹೆಚ್ಚು. ಮಿತ್ರರ ಸಹಕಾರ. ಆರ್ಥಿಕ ಲಾಭ. ಕೌಟುಂಬಿಕ ಸಮಸ್ಯೆ ಪರಿಹಾರ.: [28, 628, 107, 656]
article-madhura-head: [678, 612, 918, 634]
headline: ಮಧ್ಯರಾತ್ರಿ ಶಾಸಕ ಲಮಾಣಿ ಸೆರೆ: [684, 614, 823, 630]
news-photo: [678, 663, 778, 725]
sign-text: ಕಾರ್ಯ ಸಿದ್ಧಿ. ಆದಾಯ ವೃದ್ಧಿ. ಹಳೆಯ ಸ್ನೇಹಿತರ ಭೇಟಿ. ಮನಸ್ಸಿಗೆ ನೆಮ್ಮದಿ.: [114, 787, 188, 815]
sign-text: ಕುಟುಂಬದ ಸದಸ್ಯರ ಬೆಂಬಲ. ಹೊಸ ಯೋಜನೆ ಆರಂಭ. ಪ್ರಯಾಣ ಯೋಗ. ಮಾನಸಿಕ ನೆಮ್ಮದಿ.: [114, 575, 194, 603]
paper-tagline: ನಿಮ್ಮ ಆತ್ಮವಿಶ್ವಾಸದ ಧ್ವನಿ: [68, 64, 120, 72]
box-title: ಏಕಕಾಲಕ್ಕೆ ಪರೀಕ್ಷೆ: [453, 583, 515, 596]
kidi-author: • ವಾಸುದೇವರಾವ್ ಕಲ್ಲೋಳಿ: [79, 424, 145, 432]
horoscope-sign: [114, 776, 196, 828]
zodiac-icon: [114, 564, 123, 573]
headline: ಭಾರತಕ್ಕೆ ವಿಶ್ವ ಮೆಚ್ಚುಗೆ: [301, 1152, 457, 1175]
body-paragraph: ಈ ಶೃಂಗಸಭೆಯಲ್ಲಿ ವಿವಿಧ ದೇಶಗಳ ಪ್ರತಿನಿಧಿಗಳು ಭಾಗವಹಿಸಿದ್ದು, ಭಾರತದ ಅಭಿವೃದ್ಧಿ ಮಾದರಿಯನ್ನು ಶ್ಲಾಘಿಸಿದರು. ಡಿಜಿಟಲ್ ಆರ್ಥಿಕತೆ, ಬಾಹ್ಯಾಕಾಶ ಸಂಶೋಧನೆ ಮತ್ತು ಮೂಲಸೌಕರ್ಯ ಅಭಿವೃದ್ಧಿಯಲ್ಲಿ ಭಾರತ ಸಾಧಿಸಿದ ಪ್ರಗತಿ ಜಗತ್ತಿಗೆ ಮಾದರಿಯಾಗಿದೆ. ಯುವಜನತೆಯ ಶಕ್ತಿ ದೇಶದ ಬಹುದೊಡ್ಡ ಆಸ್ತಿ ಎಂದರು.: [206, 1229, 375, 1282]
dateline: ಬೆಂಗಳೂರು:: [28, 1199, 60, 1208]
advert-box: [206, 1038, 410, 1140]
alvas-photo: [360, 462, 668, 574]
dateline: ಮೂಡುಬಿದಿರೆ:: [206, 463, 243, 472]
headline: ಎಂಟು ಜನರ ವಿರುದ್ಧ ಸುಮೋಟೋ: [658, 275, 781, 288]
horoscope-sign: [114, 723, 196, 775]
body-paragraph: ಬೆಳಗಾವಿ ಜಿಲ್ಲೆಯಿಂದ ಅತಿ ಹೆಚ್ಚು ವಿದ್ಯಾರ್ಥಿಗಳು ಪರೀಕ್ಷೆ ಬರೆದಿದ್ದಾರೆ. 7353 ವಿದ್ಯಾರ್ಥಿಗಳು ಬೆಳಗಾವಿಯಿಂದ, ಬಾಗಲಕೋಟೆ ಜಿಲ್ಲೆಯಿಂದ 4080, ವಿಜಯಪುರ ಜಿಲ್ಲೆಯಿಂದ 2961 ವಿದ್ಯಾರ್ಥಿಗಳು ಪರೀಕ್ಷೆಗೆ ಹಾಜರಾದರು. ಉಳಿದ ಜಿಲ್ಲೆಗಳಿಂದಲೂ ಉತ್ತಮ ಸ್ಪಂದನೆ ವ್ಯಕ್ತವಾಗಿದೆ. ಆಳ್ವಾಸ್ ಸಂಸ್ಥೆಯ ಶೈಕ್ಷಣಿಕ ಗುಣಮಟ್ಟದ ಬಗ್ಗೆ ಪೋಷಕರು ವಿಶ್ವಾಸ ವ್ಯಕ್ತಪಡಿಸಿದರು.: [446, 709, 674, 751]
editorial-cartoon: [286, 92, 640, 346]
zodiac-icon: [114, 617, 123, 626]
box-title: ಪ್ರವೇಶ ಪರೀಕ್ಷೆ ಬರೆದ 20,146 ವಿದ್ಯಾರ್ಥಿಗಳು: [837, 1192, 917, 1235]
body-paragraph: ಪುಟ 1ರಿಂದ 2008ರಲ್ಲಿ ಜಾರಿಗೆ ಬಂದ ಯೋಜನೆಯಡಿ ರಾಜ್ಯದ ರೈತರು ಬೆಳೆದ ಉತ್ಪನ್ನಗಳಿಗೆ ಅಂತಾರಾಷ್ಟ್ರೀಯ ಮಾರುಕಟ್ಟೆಯಲ್ಲಿ ಉತ್ತಮ ಬೇಡಿಕೆ ವ್ಯಕ್ತವಾಗಿದೆ. ರಫ್ತು ಪ್ರಮಾಣ ಗಣನೀಯವಾಗಿ ಹೆಚ್ಚಳವಾಗಿದ್ದು, ರೈತರ ಆದಾಯ ವೃದ್ಧಿಯಾಗಿದೆ. ಸಾವಯವ ಉತ್ಪನ್ನಗಳಿಗೆ ವಿಶೇಷ ಮನ್ನಣೆ ಸಿಕ್ಕಿದೆ ಎಂದು ಕೃಷಿ ಇಲಾಖೆ ಅಧಿಕಾರಿಗಳು ತಿಳಿಸಿದರು.: [652, 1322, 827, 1373]
body-paragraph: ಅರ್ಜಿದಾರ ಪರ ವಕೀಲರು ಗ್ರಾಮೀಣ ಭಾಗಗಳಲ್ಲಿ ಕ್ಷೌರಿಕ ಸಮುದಾಯವನ್ನು ಸಾಮಾಜಿಕವಾಗಿ ಬಹಿಷ್ಕರಿಸುವ ಘಟನೆಗಳು ನಡೆಯುತ್ತಿವೆ ಎಂದು ಪೀಠದ ಗಮನಕ್ಕೆ ತಂದರು. ಸರ್ಕಾರದ ಪರ ವಕೀಲರು ಕಾಲಾವಕಾಶ ಕೋರಿದರು. ವಿಚಾರಣೆಯನ್ನು ಮುಂದೂಡಲಾಯಿತು. ಮುಂದಿನ ವಿಚಾರಣೆ ವೇಳೆ ಸಮಗ್ರ ವರದಿ ಸಲ್ಲಿಸಬೇಕು ಎಂದು ನ್ಯಾಯಪೀಠ ತಿಳಿಸಿದೆ.: [28, 197, 276, 239]
sign-text: ಗುರುಹಿರಿಯರ ಆಶೀರ್ವಾದ. ಕೆಲಸದಲ್ಲಿ ಹಿನ್ನಡೆ. ಆತ್ಮವಿಶ್ವಾಸ ಹೆಚ್ಚಳ. ಆರ್ಥಿಕ ಸ್ಥಿರತೆ.: [28, 734, 95, 762]
horoscope-sign: [114, 617, 196, 669]
section-title: ಕರ್ನಾಟಕ: [462, 36, 572, 76]
zodiac-icon: [114, 776, 123, 785]
article-jagatika: [206, 848, 410, 1036]
sign-name: ವೃಷಭ: [40, 617, 58, 627]
dateline: ಬೆಂಗಳೂರು:: [28, 125, 60, 134]
news-photo: [836, 213, 920, 270]
